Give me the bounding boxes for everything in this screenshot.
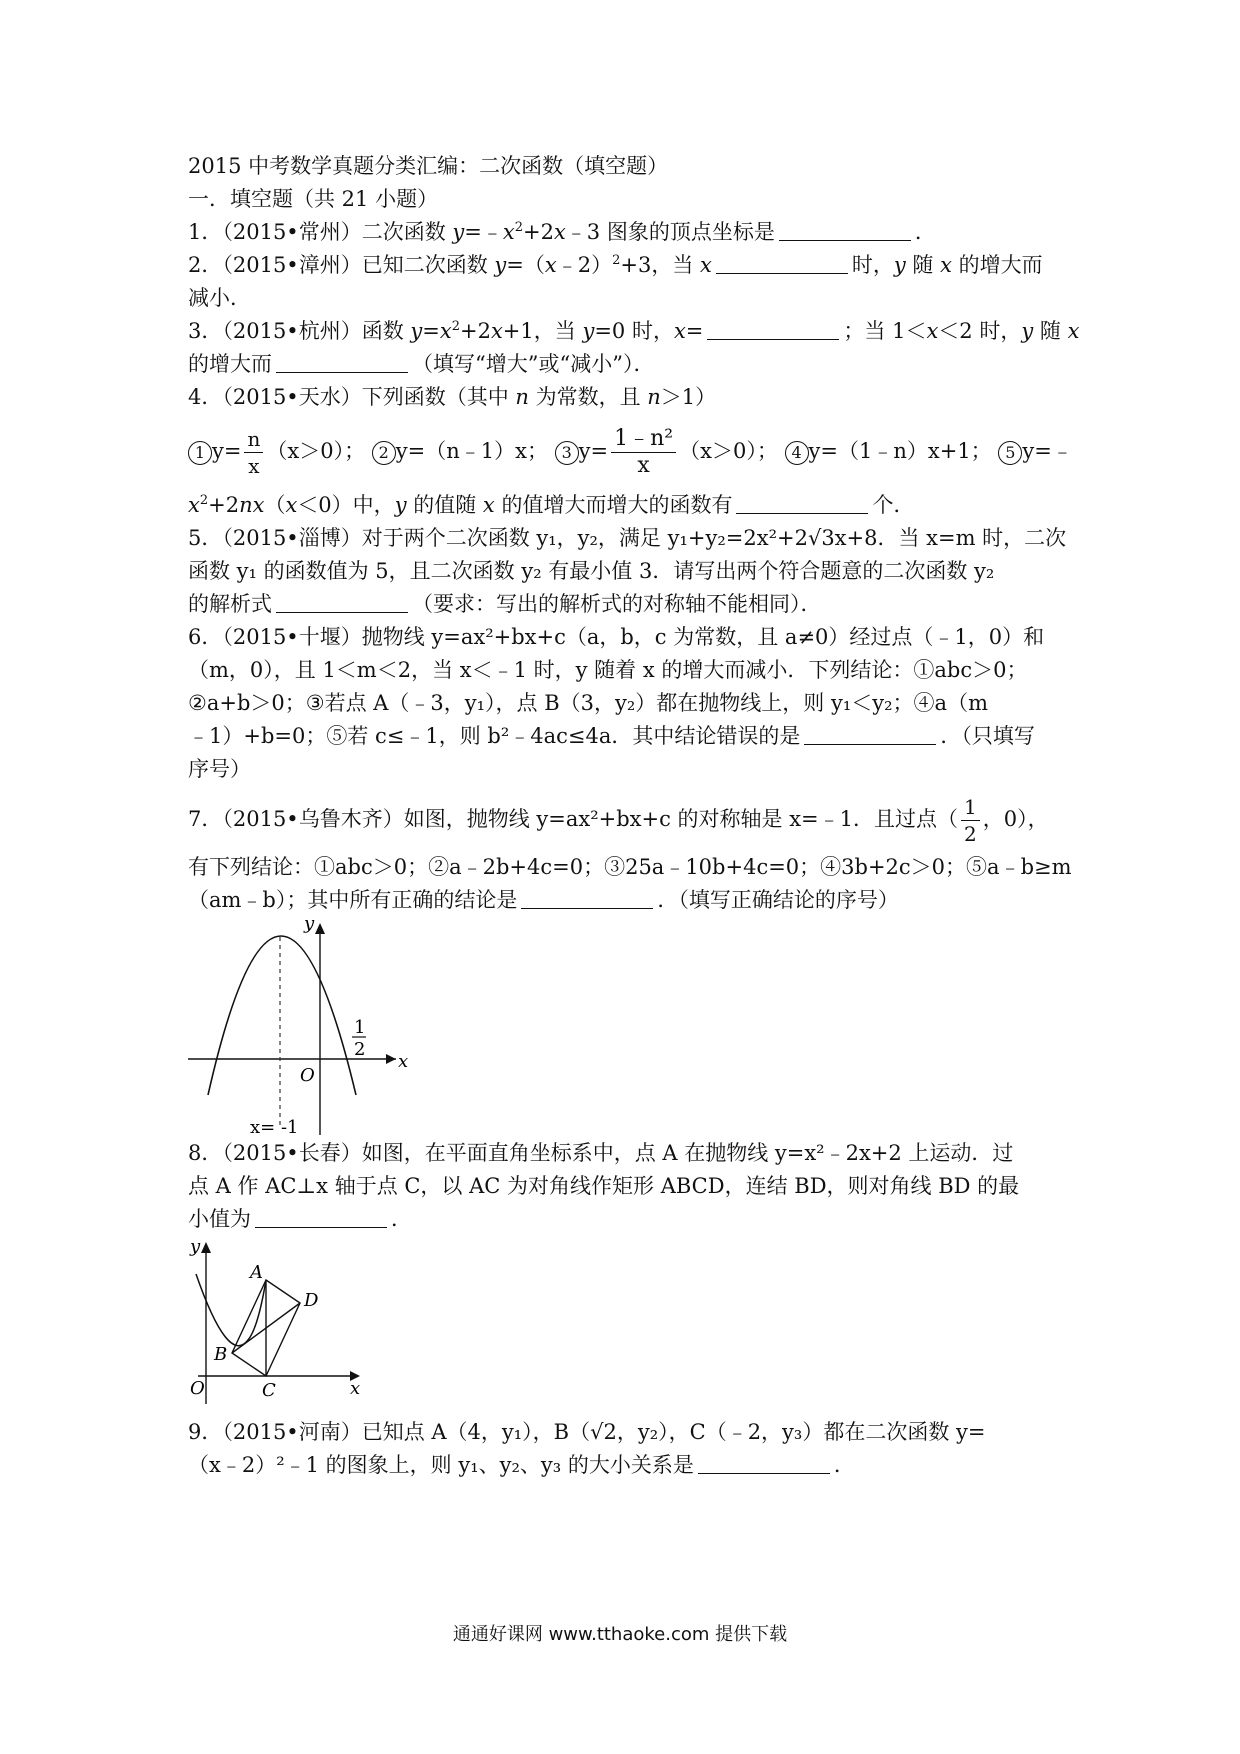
question-7-line-2: 有下列结论：①abc＞0；②a﹣2b+4c=0；③25a﹣10b+4c=0；④3b+2c＞0；⑤a﹣b≥m [188,855,1072,879]
question-5: 5．（2015•淄博）对于两个二次函数 y₁，y₂，满足 y₁+y₂=2x²+2√3x+8．当 x=m 时，二次 [188,526,1067,550]
rectangle-parabola-figure-q8 [188,1236,388,1406]
question-6-line-2: （m，0），且 1＜m＜2，当 x＜﹣1 时，y 随着 x 的增大而减小．下列结论：①abc＞0； [188,658,1028,682]
option-1-marker: 1 [188,441,212,465]
answer-blank[interactable] [779,220,911,241]
question-5-line-3: 的解析式 （要求：写出的解析式的对称轴不能相同）． [188,592,822,616]
option-2-marker: 2 [372,441,396,465]
answer-blank[interactable] [698,1453,830,1474]
question-6: 6．（2015•十堰）抛物线 y=ax²+bx+c（a，b，c 为常数，且 a≠0）经过点（﹣1，0）和 [188,625,1045,649]
document-body [188,150,1080,1482]
x-label: x [398,1051,409,1072]
answer-blank[interactable] [804,724,936,745]
question-8-line-2: 点 A 作 AC⊥x 轴于点 C，以 AC 为对角线作矩形 ABCD，连结 BD，则对角线 BD 的最 [188,1174,1020,1198]
answer-blank[interactable] [521,888,653,909]
question-9: 9．（2015•河南）已知点 A（4，y₁），B（√2，y₂），C（﹣2，y₃）都在二次函数 y= [188,1420,986,1444]
x-label: x [350,1378,361,1399]
symmetry-axis-label: x= -1 [250,1117,299,1137]
parabola-figure-q7 [188,917,428,1137]
question-9-line-2: （x﹣2）²﹣1 的图象上，则 y₁、y₂、y₃ 的大小关系是 ． [188,1453,855,1477]
question-4-cont: $x^2+2nx(x<0)$中，y 的值随 x 的值增大而增大的函数有 个． [188,493,915,517]
y-axis-arrow [201,1242,211,1253]
origin-label: O [300,1065,315,1086]
question-8: 8．（2015•长春）如图，在平面直角坐标系中，点 A 在抛物线 y=x²﹣2x+2 上运动．过 [188,1141,1014,1165]
answer-blank[interactable] [276,352,408,373]
question-4: 4．（2015•天水）下列函数（其中 n 为常数，且 n＞1） [188,385,717,409]
answer-blank[interactable] [716,253,848,274]
point-c-label: C [262,1380,276,1401]
answer-blank[interactable] [276,592,408,613]
question-1: 1．（2015•常州）二次函数 $y=﹣x^2+2x﹣3$ 图象的顶点坐标是 ． [188,220,936,244]
question-5-line-2: 函数 y₁ 的函数值为 5，且二次函数 y₂ 有最小值 3．请写出两个符合题意的二次函数 y₂ [188,559,995,583]
fraction-n-over-x: $\frac{n}{x}$ [244,426,263,479]
point-b-label: B [214,1344,228,1365]
answer-blank[interactable] [707,319,839,340]
question-4-options: 1 y= $\frac{n}{x}$ （x＞0）； 2 y=（n﹣1）x； 3 y= $\frac{\text{1﹣n²}}{x}$ （x＞0）； 4 y=（1﹣n）x+1； 5 y=﹣ [188,426,1068,479]
half-denominator: 2 [354,1039,366,1060]
y-axis-arrow [315,923,325,934]
question-2: 2．（2015•漳州）已知二次函数 y=（x﹣2）$^2$+3，当 x 时，y 随 x 的增大而 [188,253,1043,277]
x-axis-arrow [386,1054,396,1064]
y-label: y [190,1236,201,1257]
question-3-cont: 的增大而 （填写“增大”或“减小”）． [188,352,655,376]
parabola-curve [208,936,356,1095]
y-label: y [304,917,315,934]
footer-credit: 通通好课网 www.tthaoke.com 提供下载 [452,1624,788,1645]
question-7-line-3: （am﹣b）；其中所有正确的结论是 ．（填写正确结论的序号） [188,888,899,912]
question-3: 3．（2015•杭州）函数 $y=x^2+2x+1$，当 y=0 时，x= ；当 1＜x＜2 时，y 随 x [188,319,1080,343]
option-4-marker: 4 [785,441,809,465]
half-numerator: 1 [354,1017,366,1038]
question-8-line-3: 小值为 ． [188,1207,412,1231]
option-5-marker: 5 [998,441,1022,465]
question-6-line-3: ②a+b＞0；③若点 A（﹣3，y₁），点 B（3，y₂）都在抛物线上，则 y₁＜y₂；④a（m [188,691,988,715]
section-header: 一．填空题（共 21 小题） [188,187,439,211]
question-7: 7．（2015•乌鲁木齐）如图，抛物线 y=ax²+bx+c 的对称轴是 x=﹣1．且过点（ $\frac{1}{2}$ ，0）， [188,795,1049,846]
fraction-one-half: $\frac{1}{2}$ [961,794,980,847]
question-6-line-5: 序号） [188,757,251,781]
point-d-label: D [304,1290,319,1311]
fraction-1-minus-n2-over-x: $\frac{\text{1﹣n²}}{x}$ [611,426,676,479]
origin-label: O [190,1378,205,1399]
answer-blank[interactable] [736,493,868,514]
point-a-label: A [250,1262,263,1283]
question-6-line-4: ﹣1）+b=0；⑤若 c≤﹣1，则 b²﹣4ac≤4a．其中结论错误的是 ．（只填写 [188,724,1035,748]
option-3-marker: 3 [555,441,579,465]
answer-blank[interactable] [255,1207,387,1228]
document-title: 2015 中考数学真题分类汇编：二次函数（填空题） [188,154,669,178]
question-2-cont: 减小． [188,286,251,310]
